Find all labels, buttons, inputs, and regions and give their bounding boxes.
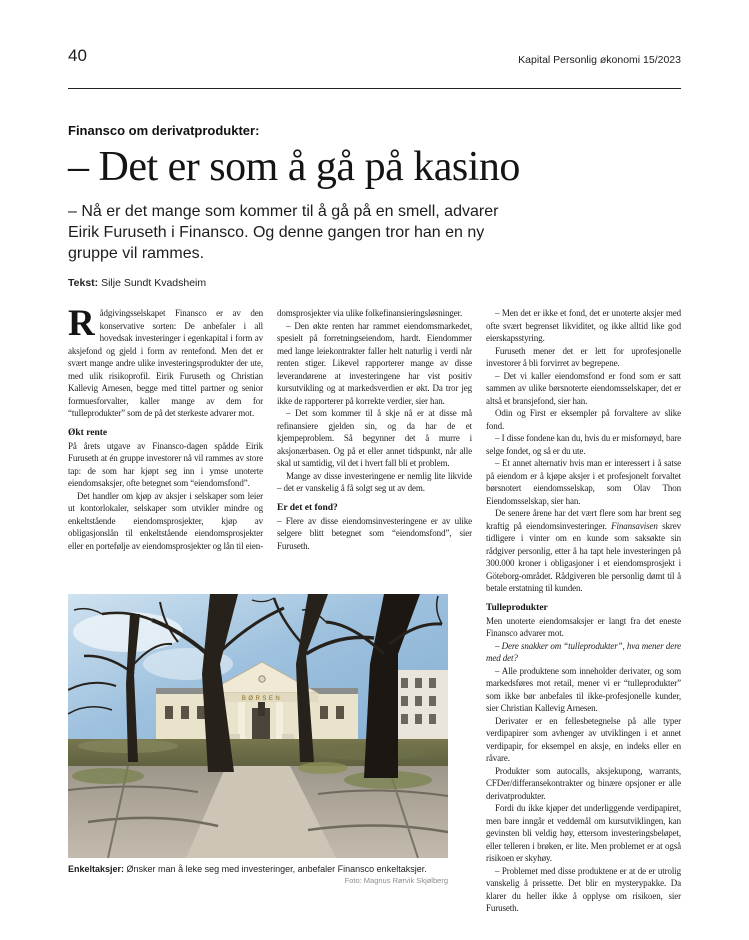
byline-name: Silje Sundt Kvadsheim [101,277,207,290]
body-paragraph: De senere årene har det vært flere som har brent seg kraftig på eiendomsinvesteringer. Finansavisen skrev tidligere i vinter om en kunde som saksøkte sin rådgiver personlig, etter å ha tapt hele investeringen på 300.000 kroner i obligasjoner i et eiendomsprosjekt i Göteborg-området. Rådgiveren ble personlig dømt til å betale erstatning til kunden. [486,508,681,594]
caption-lead: Enkeltaksjer: [68,864,125,875]
subheading: Økt rente [68,427,108,438]
body-paragraph: – Et annet alternativ hvis man er interessert i å satse på eiendom er å kjøpe aksjer i et profesjonelt forvaltet børsnotert eiendomsselskap, som Olav Thon Eiendomsselskap, sier han. [486,458,681,506]
byline-label: Tekst: [68,277,99,290]
body-paragraph: – Den økte renten har rammet eiendomsmarkedet, spesielt på forretningseiendom, hardt. Eiendommer med lange leiekontrakter faller helt naturlig i verdi når renten stiger. Likevel rapporterer mange av disse leverandørene at investeringene har vist positiv kursutvikling og at markedsverdien er økt. Da tror jeg ikke de rapporterer på korrekte verdier, sier han. [277,320,472,406]
body-paragraph: Odin og First er eksempler på forvaltere av slike fond. [486,408,681,431]
body-paragraph: På årets utgave av Finansco-dagen spådde Eirik Furuseth at én gruppe investorer nå vil rammes av store tap: de som har kjøpt seg inn i ymse unoterte eiendomsaksjer, ofte betegnet som “eiendomsfond”. [68,440,263,489]
standfirst: – Nå er det mange som kommer til å gå på en smell, advarer Eirik Furuseth i Finansco. Og denne gangen tror han en ny gruppe vil rammes. [68,203,499,263]
body-paragraph: Men unoterte eiendomsaksjer er langt fra det eneste Finansco advarer mot. [486,615,681,639]
body-paragraph: Mange av disse investeringene er nemlig lite likvide – det er vanskelig å få solgt seg ut av dem. [277,470,472,494]
body-paragraph: – Det vi kaller eiendomsfond er fond som er satt sammen av ulike børsnoterte eiendomsselskaper, det er altså et bransjefond, sier han. [486,370,681,406]
body-paragraph: – Alle produktene som inneholder derivater, og som markedsføres mot retail, mener vi er “tulleprodukter” som ikke bør anbefales til ikke-profesjonelle kunder, sier Christian Kallevig Arnesen. [486,665,681,714]
body-paragraph: domsprosjekter via ulike folkefinansieringsløsninger. [277,308,463,319]
body-paragraph: – Flere av disse eiendomsinvesteringene er av ulike selgere blitt betegnet som “eiendomsfond”, sier Furuseth. [277,515,472,551]
edition-label: Kapital Personlig økonomi 15/2023 [518,54,681,66]
byline [68,277,681,289]
article-photo [68,594,448,858]
column-3 [486,307,681,915]
caption-text: Ønsker man å leke seg med investeringer, anbefaler Finansco enkeltaksjer. [126,864,427,875]
kicker: Finansco om derivatprodukter: [68,123,260,138]
body-paragraph: – I disse fondene kan du, hvis du er misfornøyd, bare selge fondet, og så er du ute. [486,433,681,456]
subheading: Er det et fond? [277,502,338,513]
headline: – Det er som å gå på kasino [68,144,520,190]
subheading: Tulleprodukter [486,602,548,613]
drop-cap: R [68,303,95,345]
lead-paragraph: Rådgivingsselskapet Finansco er av den konservative sorten: De anbefaler i all hovedsak investeringer i egenkapital i form av aksjefond og gjeld i form av rentefond. Men det er svært mange andre ulike investeringsprodukter der ute, med ulik risikoprofil. Eirik Furuseth og Christian Kallevig Arnesen, begge med tittel partner og senior formuesforvalter, kaller mange av dem for “tulleprodukter” som de på det sterkeste advarer mot. [68,303,263,419]
body-paragraph: – Det som kommer til å skje nå er at disse må refinansiere gjelden sin, og da har de et kjempeproblem. Så begynner det å murre i aksjonærbasen. Og på et eller annet tidspunkt, når alle skal ut samtidig, vil det i hvert fall bli et problem. [277,408,472,469]
column-1 [68,303,263,552]
background-building [396,670,448,744]
body-paragraph: Derivater er en fellesbetegnelse på alle typer verdipapirer som avhenger av utviklingen i et annet verdipapir, for eksempel en aksje, en indeks eller en råvare. [486,715,681,764]
page-header [68,46,681,89]
building-sign: BØRSEN [241,696,283,703]
photo-caption [68,863,448,875]
body-paragraph: Det handler om kjøp av aksjer i selskaper som leier ut kontorlokaler, selskaper som utvikler mindre og enkeltstående eiendomsprosjekter, kjøp av obligasjonslån til enkeltstående eiendomsprosjekter eller en portefølje av eiendomsprosjekter og lån til eien- [68,490,263,551]
body-paragraph: – Problemet med disse produktene er at de er utrolig vanskelig å prissette. Det blir en mysterypakke. Da klarer du heller ikke å opplyse om risikoen, sier Furuseth. [486,865,681,914]
page-number: 40 [68,46,87,65]
article-body [68,303,681,915]
body-paragraph: Furuseth mener det er lett for uprofesjonelle investorer å bli forvirret av begrepene. [486,345,681,369]
photo-credit: Foto: Magnus Rørvik Skjølberg [344,876,448,886]
body-paragraph: Produkter som autocalls, aksjekupong, warrants, CFDer/differansekontrakter og binære opsjoner er alle derivatprodukter. [486,765,681,801]
body-paragraph: – Men det er ikke et fond, det er unoterte aksjer med ofte svært begrenset likviditet, og ikke alltid like god eierskapsstyring. [486,308,681,344]
photo-block [68,594,448,885]
column-2 [277,307,472,552]
body-paragraph: – Dere snakker om “tulleprodukter”, hva mener dere med det? [486,640,681,664]
body-paragraph: Fordi du ikke kjøper det underliggende verdipapiret, men bare inngår et veddemål om kursutviklingen, kan gevinsten bli veldig høy, ettersom investeringsbeløpet, eller telleren i brøken, er lite. Men problemet er at også risikoen er skyhøy. [486,803,681,864]
